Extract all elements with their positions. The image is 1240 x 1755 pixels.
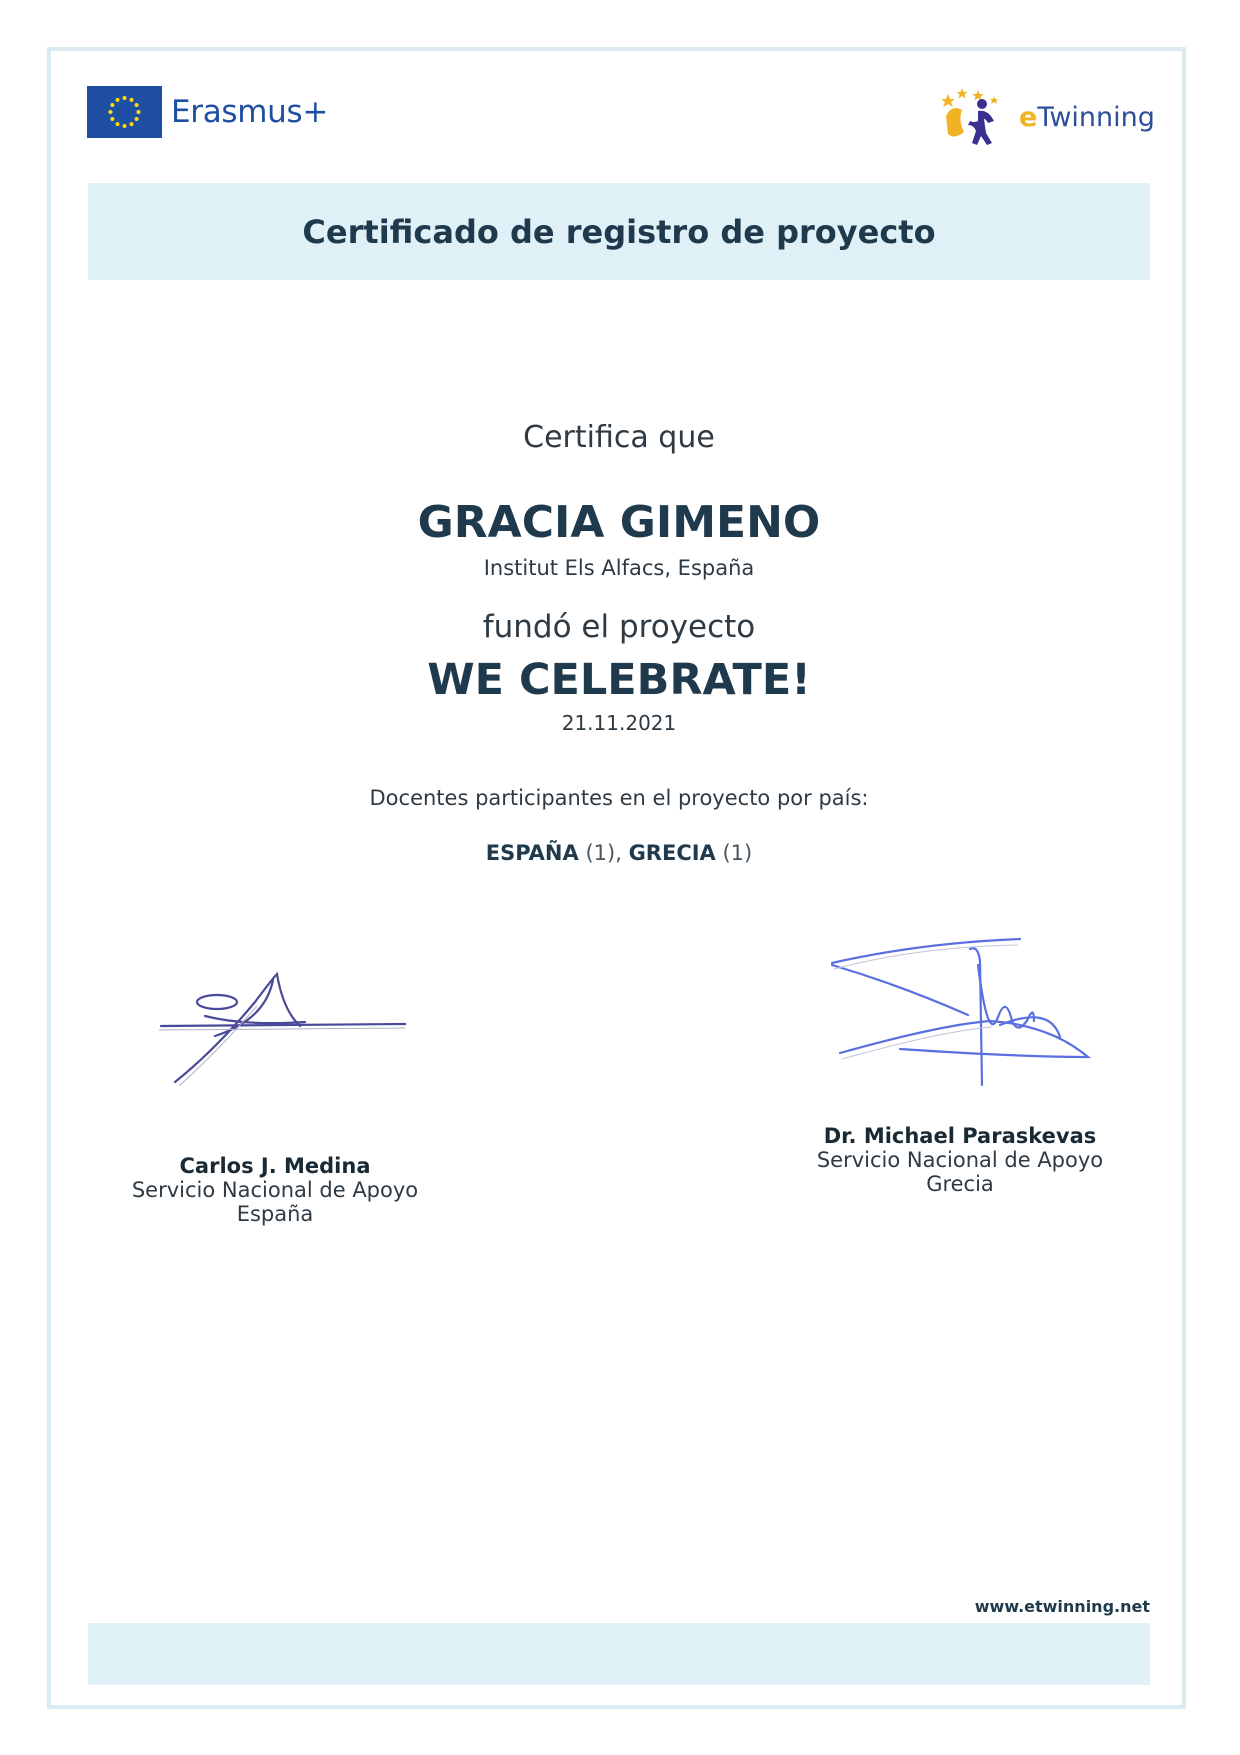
country-count: (1) (722, 841, 753, 865)
signatory-name: Dr. Michael Paraskevas (823, 1124, 1097, 1148)
signatory-country: Grecia (926, 1172, 994, 1196)
title-band (88, 183, 1150, 280)
signatory-country: España (236, 1202, 314, 1226)
signature-left (155, 930, 415, 1090)
country-count: (1) (585, 841, 616, 865)
country-name: ESPAÑA (485, 841, 579, 865)
country-name: GRECIA (628, 841, 716, 865)
signatory-left (120, 1154, 430, 1226)
signatory-right (805, 1124, 1115, 1196)
founded-text: fundó el proyecto (482, 609, 756, 645)
etwinning-rest: Twinning (1037, 101, 1155, 133)
erasmus-label: Erasmus+ (171, 94, 329, 130)
erasmus-logo (87, 86, 328, 138)
participants-label: Docentes participantes en el proyecto por país: (369, 786, 869, 810)
etwinning-figures-icon (938, 86, 1013, 148)
footer-band (88, 1623, 1150, 1685)
footer-url: www.etwinning.net (974, 1597, 1150, 1616)
recipient-name: GRACIA GIMENO (417, 497, 821, 548)
eu-flag-icon (87, 86, 162, 138)
certifies-text: Certifica que (523, 420, 715, 455)
signature-right (820, 925, 1100, 1095)
etwinning-logo (938, 86, 1155, 148)
etwinning-e: e (1019, 101, 1038, 133)
project-date: 21.11.2021 (561, 711, 677, 735)
country-separator: , (615, 841, 629, 865)
certificate-border (47, 47, 1186, 1709)
project-name: WE CELEBRATE! (427, 655, 811, 705)
recipient-institution: Institut Els Alfacs, España (483, 556, 755, 580)
certificate-title: Certificado de registro de proyecto (302, 212, 936, 251)
countries-list (88, 841, 1150, 865)
signatory-name: Carlos J. Medina (179, 1154, 371, 1178)
signatory-role: Servicio Nacional de Apoyo (816, 1148, 1104, 1172)
signatory-role: Servicio Nacional de Apoyo (131, 1178, 419, 1202)
etwinning-wordmark (1019, 102, 1155, 133)
